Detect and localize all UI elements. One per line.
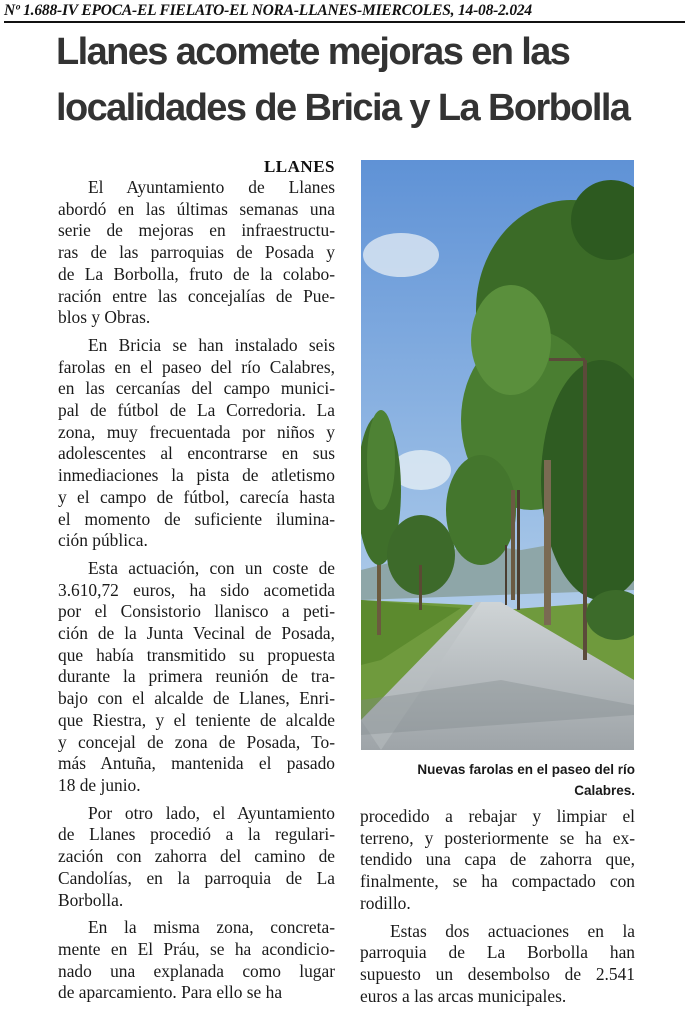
text-line: más Antuña, mantenida el pasado [58,753,335,774]
text-line: ras de las parroquias de Posada y [58,242,335,263]
text-line: en las cercanías del campo munici- [58,378,335,399]
text-line: Borbolla. [58,889,124,910]
text-line: el momento de suficiente ilumina- [58,508,335,529]
text-line: El Ayuntamiento de Llanes [88,177,335,197]
text-line: de aparcamiento. Para ello se ha [58,982,283,1003]
photo-caption [360,759,635,801]
paragraph [360,921,635,1008]
text-line: abordó en las últimas semanas una [58,198,335,219]
text-line: En la misma zona, concreta- [88,917,335,938]
text-line: En Bricia se han instalado seis [88,334,335,355]
text-line: rodillo. [360,892,411,913]
section-name: LLANES [263,157,335,176]
text-line: procedido a rebajar y limpiar el [360,806,635,826]
text-line: 18 de junio. [58,774,141,795]
text-line: tendido una capa de zahorra que, [360,849,635,870]
text-line: y concejal de zona de Posada, To- [58,731,335,752]
caption-line: Calabres. [574,783,635,798]
text-line: zona, muy frecuentada por niños y [58,421,335,442]
text-line: terreno, y posteriormente se ha ex- [360,827,635,848]
text-line: ción de la Junta Vecinal de Posada, [58,623,335,644]
article-body-right [360,806,635,1007]
text-line: bajo con el alcalde de Llanes, Enri- [58,688,335,709]
text-line: adolescentes al encontrarse en sus [58,443,335,464]
caption-line: Nuevas farolas en el paseo del río [417,762,635,777]
text-line: blos y Obras. [58,307,151,328]
text-line: Esta actuación, con un coste de [88,557,335,578]
text-line: euros a las arcas municipales. [360,985,567,1006]
text-line: que había transmitido su propuesta [58,644,335,665]
article-photo [361,160,634,750]
text-line: mente en El Práu, se ha acondicio- [58,938,335,959]
text-line: Por otro lado, el Ayuntamiento [88,802,335,823]
paragraph [360,806,635,915]
text-line: supuesto un desembolso de 2.541 [360,963,635,984]
paragraph [58,803,335,912]
text-line: farolas en el paseo del río Calabres, [58,356,335,377]
text-line: ración entre las concejalías de Pue- [58,285,335,306]
text-line: ción pública. [58,530,148,551]
article-body-left [58,177,335,1004]
text-line: serie de mejoras en infraestructu- [58,220,335,241]
text-line: Candolías, en la parroquia de La [58,867,335,888]
headline [56,24,681,136]
masthead: Nº 1.688-IV EPOCA-EL FIELATO-EL NORA-LLANES-MIERCOLES, 14-08-2.024 [4,1,685,23]
text-line: zación con zahorra del camino de [58,846,335,867]
article-column-right [360,806,635,1007]
text-line: Estas dos actuaciones en la [390,920,635,941]
text-line: por el Consistorio llanisco a peti- [58,601,335,622]
article-column-left [58,157,335,1004]
text-line: de Llanes procedió a la regulari- [58,824,335,845]
paragraph [58,558,335,797]
headline-line: localidades de Bricia y La Borbolla [56,87,630,129]
paragraph [58,917,335,1004]
text-line: inmediaciones la pista de atletismo [58,465,335,486]
text-line: nado una explanada como lugar [58,960,335,981]
text-line: de La Borbolla, fruto de la colabo- [58,263,335,284]
text-line: 3.610,72 euros, ha sido acometida [58,579,335,600]
text-line: pal de fútbol de La Corredoria. La [58,400,335,421]
paragraph [58,335,335,552]
text-line: finalmente, se ha compactado con [360,871,635,892]
headline-line: Llanes acomete mejoras en las [56,31,570,73]
text-line: durante la primera reunión de tra- [58,666,335,687]
photo-riverside-path [361,160,634,750]
paragraph [58,177,335,329]
text-line: parroquia de La Borbolla han [360,942,635,963]
text-line: y el campo de fútbol, carecía hasta [58,486,335,507]
text-line: que Riestra, y el teniente de alcalde [58,709,335,730]
